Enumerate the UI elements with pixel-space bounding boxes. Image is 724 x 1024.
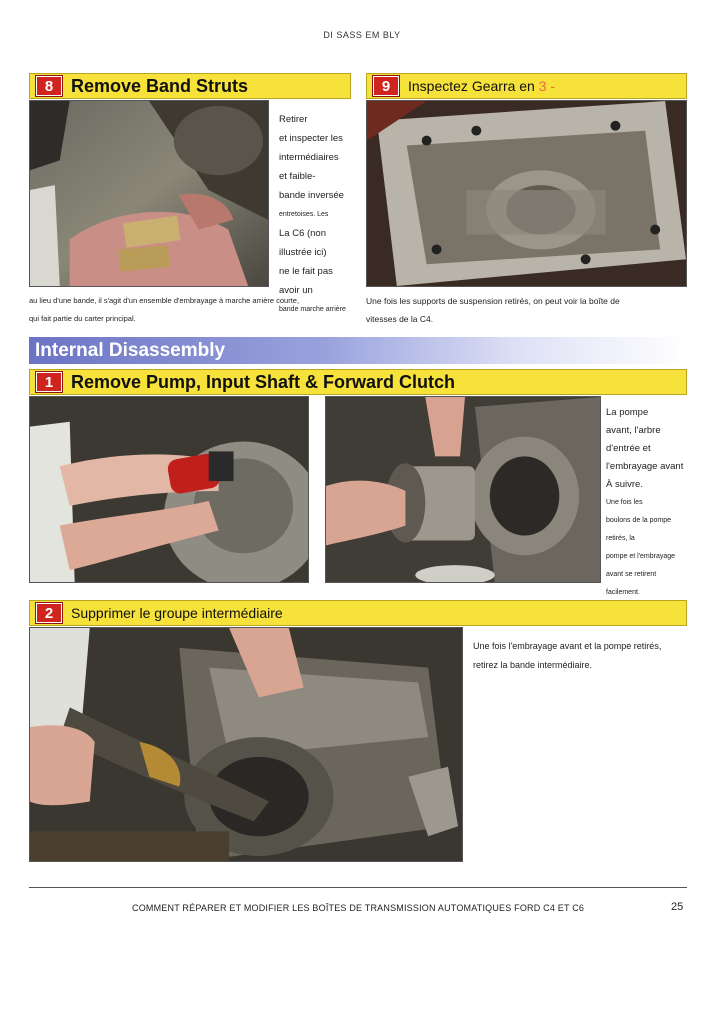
step-1-header: [29, 369, 687, 395]
section-header-internal-disassembly: Internal Disassembly: [29, 337, 687, 364]
photo-intermediate-band: [29, 627, 463, 862]
step-number: 1: [36, 372, 62, 392]
footer-rule: [29, 887, 687, 888]
page-number: 25: [671, 901, 684, 913]
step-9-header: [366, 73, 687, 99]
photo-gearset: [366, 100, 687, 287]
step-title: Remove Band Struts: [71, 75, 249, 96]
step-2-text: Une fois l'embrayage avant et la pompe retirés, retirez la bande intermédiaire.: [473, 641, 662, 670]
footer-title: COMMENT RÉPARER ET MODIFIER LES BOÎTES DE TRANSMISSION AUTOMATIQUES FORD C4 ET C6: [132, 903, 585, 913]
step-8-header: [29, 73, 351, 99]
photo-pump-removal: [29, 396, 309, 583]
step-2-header: [29, 600, 687, 626]
step-title: Inspectez Gearra en 3 -: [408, 78, 556, 94]
step-title: Supprimer le groupe intermédiaire: [71, 605, 283, 621]
step-9-caption: Une fois les supports de suspension retirés, on peut voir la boîte de vitesses de la C4.: [366, 296, 620, 324]
step-8-caption: au lieu d'une bande, il s'agit d'un ensemble d'embrayage à marche arrière courte, qui fait partie du carter principal.: [29, 296, 300, 323]
photo-input-shaft: [325, 396, 601, 583]
photo-band-struts: [29, 100, 269, 287]
step-8-side-text: Retirer et inspecter les intermédiaires et faible- bande inversée entretoises. Les La C6 (non illustrée ici) ne le fait pas avoir un bande marche arrière: [279, 114, 346, 313]
running-head: DI SASS EM BLY: [323, 30, 401, 40]
step-1-side-text: La pompe avant, l'arbre d'entrée et l'embrayage avant À suivre. Une fois les boulons de la pompe retirés, la pompe et l'embrayage avant se retirent facilement.: [606, 407, 684, 596]
step-title: Remove Pump, Input Shaft & Forward Clutch: [71, 371, 456, 392]
step-number: 8: [36, 76, 62, 96]
step-number: 2: [36, 603, 62, 623]
step-number: 9: [373, 76, 399, 96]
